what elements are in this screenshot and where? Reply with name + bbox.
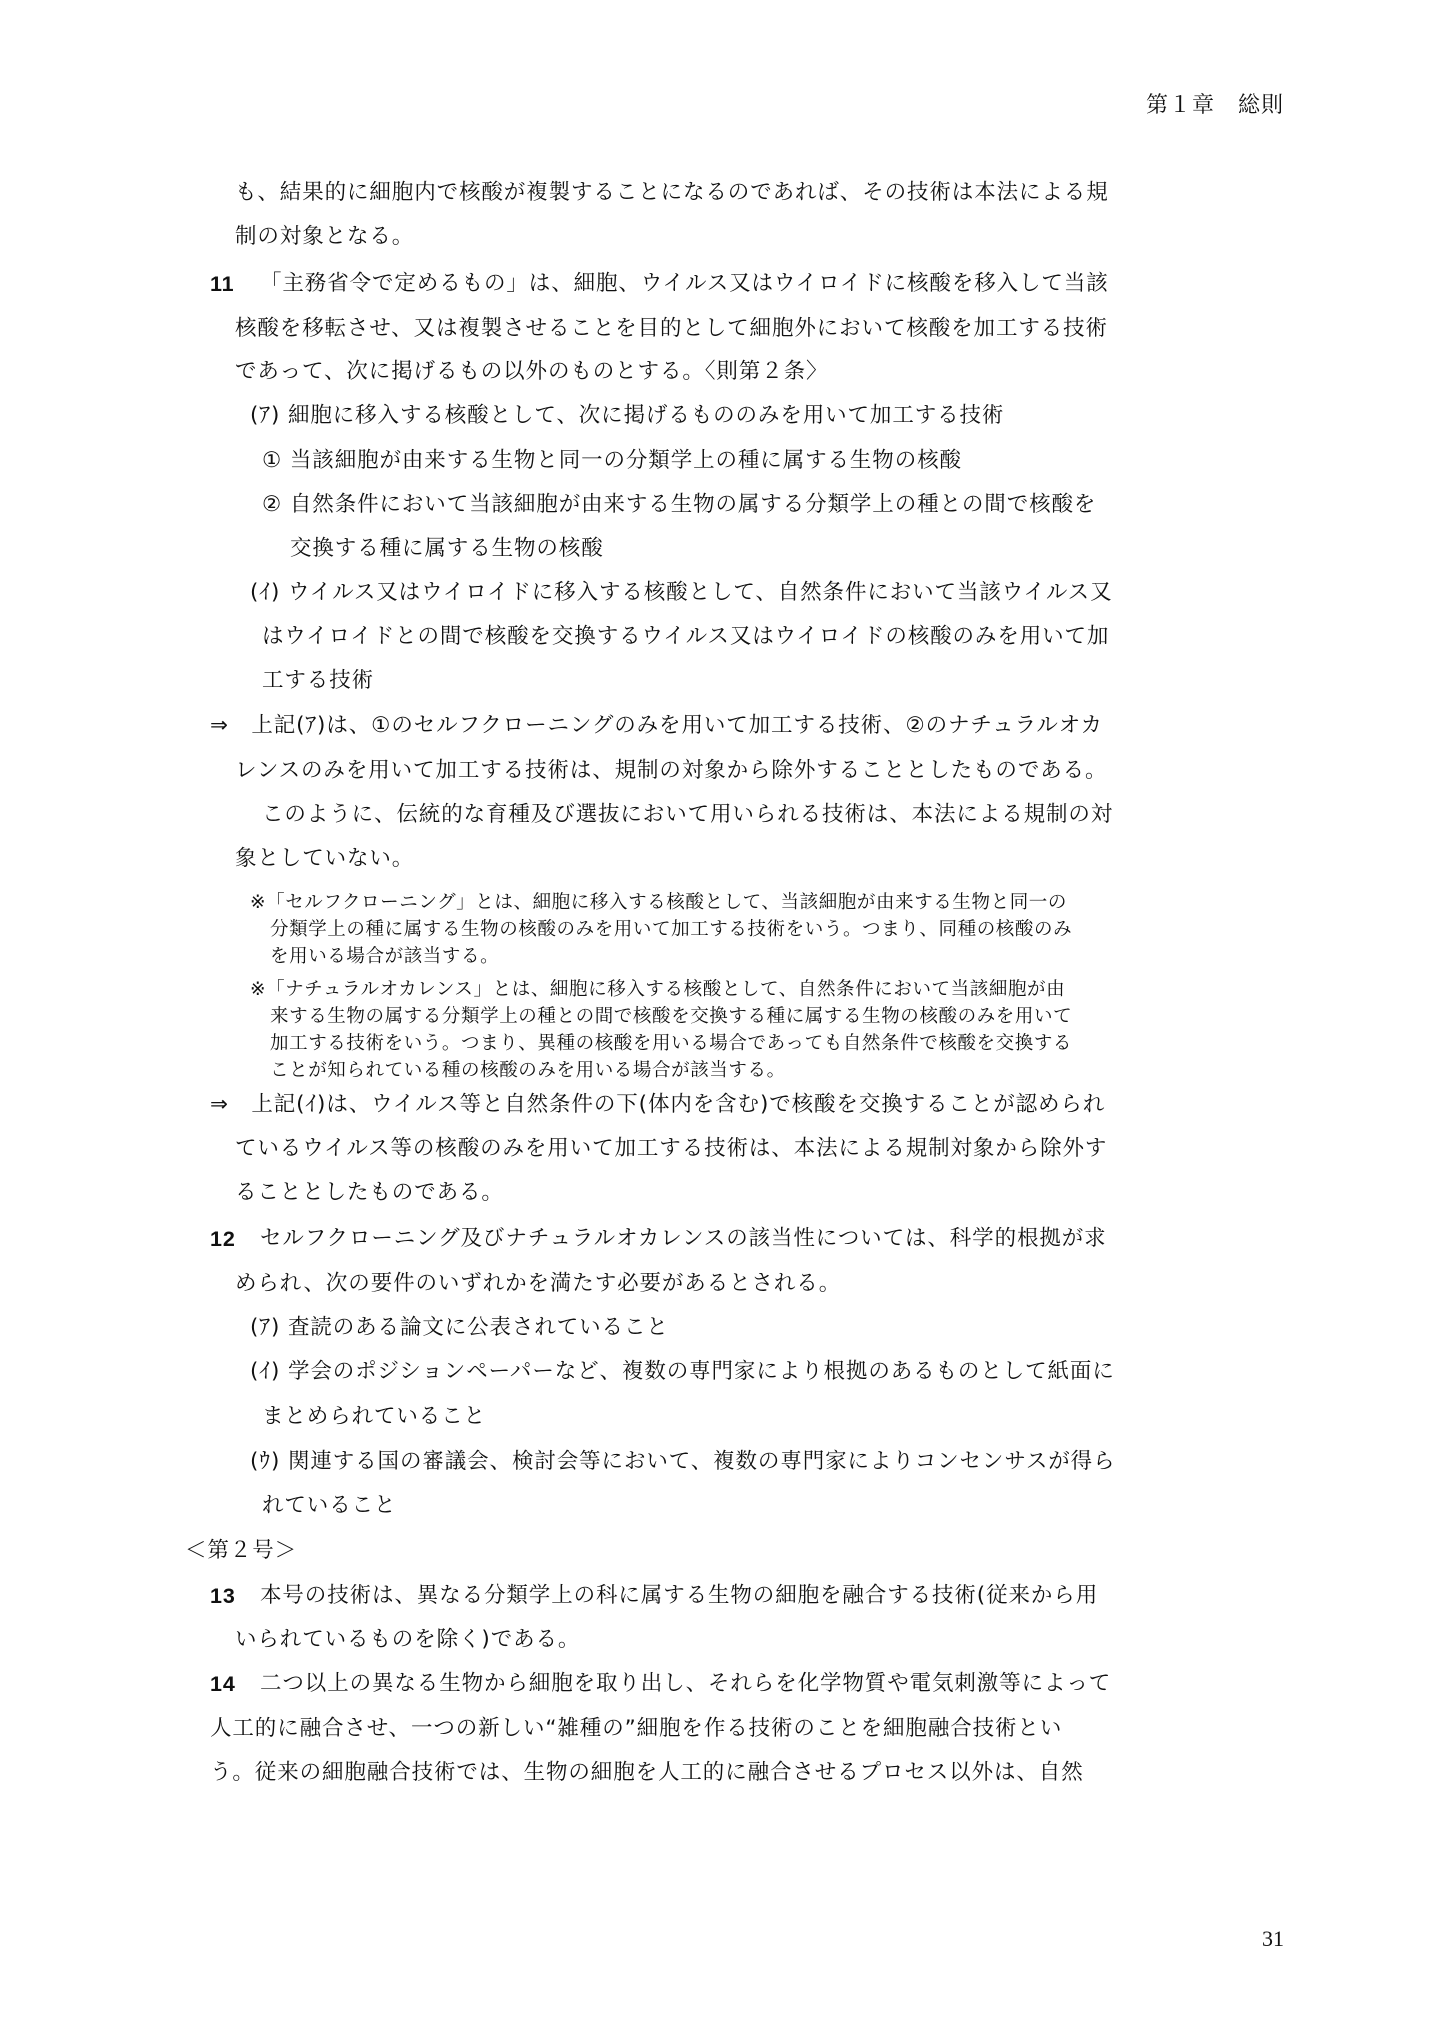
text-line: 核酸を移転させ、又は複製させることを目的として細胞外において核酸を加工する技術 bbox=[235, 316, 1108, 341]
text-line: ⇒ 上記(ｱ)は、①のセルフクローニングのみを用いて加工する技術、②のナチュラルオカ bbox=[210, 713, 1103, 738]
text-line: 象としていない。 bbox=[235, 846, 415, 871]
text-line: このように、伝統的な育種及び選抜において用いられる技術は、本法による規制の対 bbox=[262, 802, 1114, 827]
text-line: れていること bbox=[262, 1493, 397, 1518]
text-line: (ｱ) 細胞に移入する核酸として、次に掲げるもののみを用いて加工する技術 bbox=[250, 403, 1005, 428]
text-line: 制の対象となる。 bbox=[235, 224, 415, 249]
text-line: も、結果的に細胞内で核酸が複製することになるのであれば、その技術は本法による規 bbox=[235, 180, 1109, 205]
chapter-header: 第１章 総則 bbox=[1145, 93, 1284, 118]
paragraph-number: 14 bbox=[210, 1672, 236, 1696]
text-line: ② 自然条件において当該細胞が由来する生物の属する分類学上の種との間で核酸を bbox=[262, 492, 1097, 517]
footnote-line: 加工する技術をいう。つまり、異種の核酸を用いる場合であっても自然条件で核酸を交換する bbox=[270, 1033, 1073, 1054]
text-line: 二つ以上の異なる生物から細胞を取り出し、それらを化学物質や電気刺激等によって bbox=[260, 1671, 1112, 1696]
text-line: ＜第２号＞ bbox=[185, 1538, 298, 1563]
footnote-line: ※「セルフクローニング」とは、細胞に移入する核酸として、当該細胞が由来する生物と同一の bbox=[250, 892, 1068, 913]
text-line: ているウイルス等の核酸のみを用いて加工する技術は、本法による規制対象から除外す bbox=[235, 1136, 1108, 1161]
footnote-line: ことが知られている種の核酸のみを用いる場合が該当する。 bbox=[270, 1060, 786, 1081]
text-line: ① 当該細胞が由来する生物と同一の分類学上の種に属する生物の核酸 bbox=[262, 448, 962, 473]
text-line: う。従来の細胞融合技術では、生物の細胞を人工的に融合させるプロセス以外は、自然 bbox=[210, 1760, 1084, 1785]
footnote-line: ※「ナチュラルオカレンス」とは、細胞に移入する核酸として、自然条件において当該細胞が由 bbox=[250, 979, 1066, 1000]
text-line: ることとしたものである。 bbox=[235, 1180, 504, 1205]
text-line: 人工的に融合させ、一つの新しい“雑種の”細胞を作る技術のことを細胞融合技術とい bbox=[210, 1716, 1063, 1741]
page-number: 31 bbox=[1262, 1926, 1284, 1951]
text-line: レンスのみを用いて加工する技術は、規制の対象から除外することとしたものである。 bbox=[235, 758, 1108, 783]
text-line: 「主務省令で定めるもの」は、細胞、ウイルス又はウイロイドに核酸を移入して当該 bbox=[260, 271, 1109, 296]
paragraph-number: 11 bbox=[210, 272, 235, 296]
text-line: (ｲ) 学会のポジションペーパーなど、複数の専門家により根拠のあるものとして紙面に bbox=[250, 1359, 1115, 1384]
text-line: いられているものを除く)である。 bbox=[235, 1627, 581, 1652]
text-line: まとめられていること bbox=[262, 1404, 487, 1429]
text-line: セルフクローニング及びナチュラルオカレンスの該当性については、科学的根拠が求 bbox=[260, 1226, 1107, 1251]
text-line: であって、次に掲げるもの以外のものとする。〈則第２条〉 bbox=[235, 359, 829, 384]
text-line: (ｱ) 査読のある論文に公表されていること bbox=[250, 1315, 669, 1340]
text-line: 本号の技術は、異なる分類学上の科に属する生物の細胞を融合する技術(従来から用 bbox=[260, 1583, 1099, 1608]
text-line: ⇒ 上記(ｲ)は、ウイルス等と自然条件の下(体内を含む)で核酸を交換することが認められ bbox=[210, 1092, 1106, 1117]
text-line: (ｲ) ウイルス又はウイロイドに移入する核酸として、自然条件において当該ウイルス又 bbox=[250, 580, 1113, 605]
footnote-line: を用いる場合が該当する。 bbox=[270, 946, 500, 967]
text-line: 交換する種に属する生物の核酸 bbox=[290, 536, 604, 561]
text-line: (ｳ) 関連する国の審議会、検討会等において、複数の専門家によりコンセンサスが得ら bbox=[250, 1449, 1116, 1474]
paragraph-number: 13 bbox=[210, 1584, 236, 1608]
footnote-line: 分類学上の種に属する生物の核酸のみを用いて加工する技術をいう。つまり、同種の核酸のみ bbox=[270, 919, 1073, 940]
footnote-line: 来する生物の属する分類学上の種との間で核酸を交換する種に属する生物の核酸のみを用いて bbox=[270, 1006, 1073, 1027]
text-line: はウイロイドとの間で核酸を交換するウイルス又はウイロイドの核酸のみを用いて加 bbox=[262, 624, 1110, 649]
text-line: 工する技術 bbox=[262, 668, 375, 693]
text-line: められ、次の要件のいずれかを満たす必要があるとされる。 bbox=[235, 1271, 842, 1296]
paragraph-number: 12 bbox=[210, 1227, 236, 1251]
